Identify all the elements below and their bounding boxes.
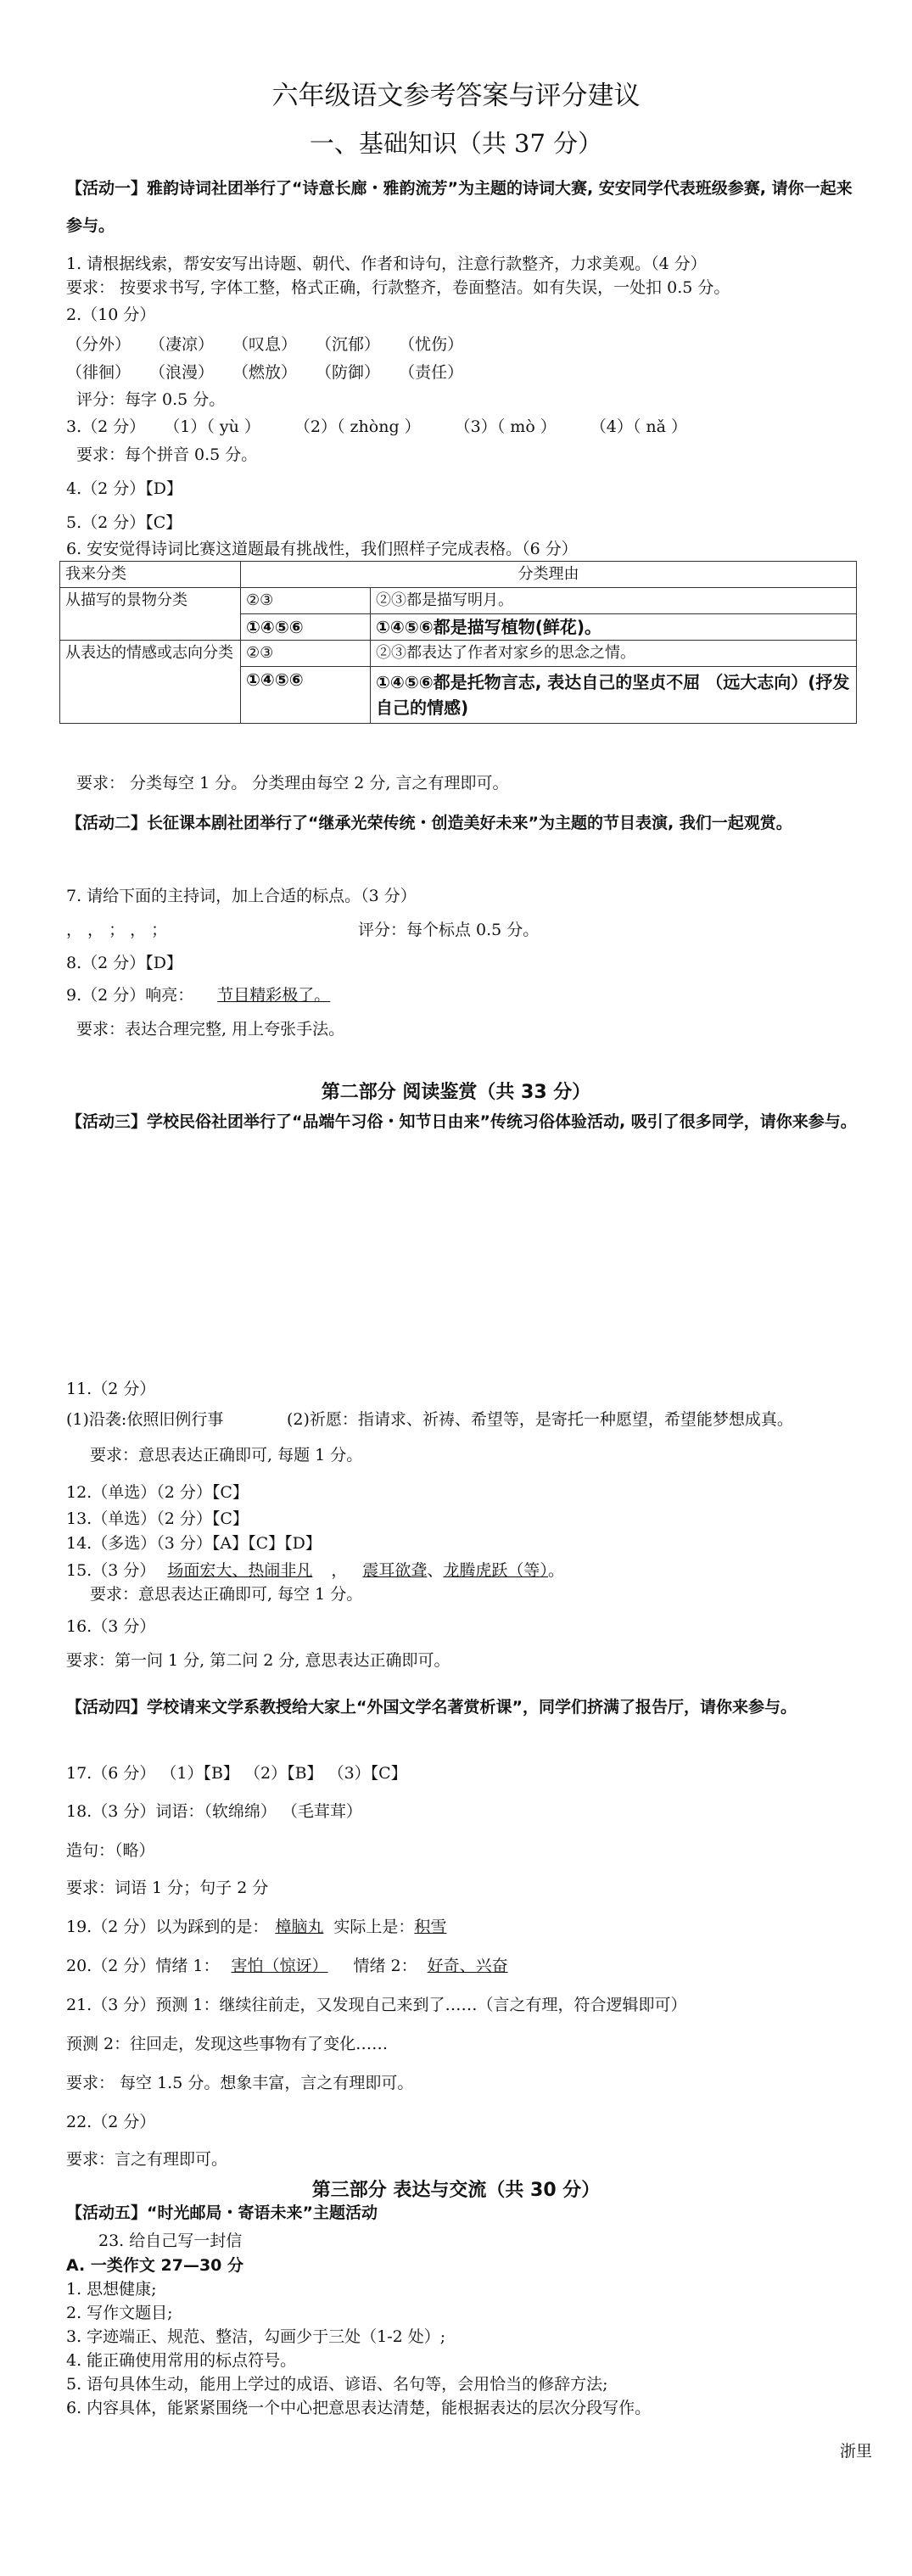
q14-answer: 14.（多选）（3 分）【A】【C】【D】 (66, 1534, 322, 1553)
q16-requirement: 要求：第一问 1 分, 第二问 2 分, 意思表达正确即可。 (66, 1651, 450, 1670)
list-item: 3. 字迹端正、规范、整洁，勾画少于三处（1-2 处）; (66, 2327, 446, 2346)
q11-text: 11.（2 分） (66, 1380, 156, 1398)
q19-row: 19.（2 分）以为踩到的是： 樟脑丸 实际上是：积雪 (66, 1918, 447, 1936)
table-cell: ①④⑤⑥都是描写植物(鲜花)。 (371, 614, 857, 641)
activity5-heading: 【活动五】“时光邮局・寄语未来”主题活动 (66, 2204, 378, 2222)
q21-requirement: 要求： 每空 1.5 分。想象丰富，言之有理即可。 (66, 2074, 414, 2092)
q7-marks: ， ， ； ， ； (66, 921, 168, 939)
q13-answer: 13.（单选）（2 分）【C】 (66, 1509, 249, 1528)
table-group-scenery: 从描写的景物分类 (60, 588, 241, 641)
page-title: 六年级语文参考答案与评分建议 (271, 81, 641, 111)
table-cell: ②③ (241, 588, 371, 614)
list-item: 2. 写作文题目; (66, 2304, 173, 2322)
q12-answer: 12.（单选）（2 分）【C】 (66, 1483, 249, 1502)
q20-row: 20.（2 分）情绪 1： 害怕（惊讶） 情绪 2： 好奇、兴奋 (66, 1957, 508, 1975)
table-header-category: 我来分类 (60, 562, 241, 588)
table-group-emotion: 从表达的情感或志向分类 (60, 641, 241, 724)
table-cell: ②③都表达了作者对家乡的思念之情。 (371, 641, 857, 667)
q11-requirement: 要求：意思表达正确即可, 每题 1 分。 (90, 1446, 363, 1464)
q3-requirement: 要求：每个拼音 0.5 分。 (76, 445, 258, 464)
q15-requirement: 要求：意思表达正确即可, 每空 1 分。 (90, 1585, 363, 1604)
activity1-heading: 【活动一】雅韵诗词社团举行了“诗意长廊・雅韵流芳”为主题的诗词大赛, 安安同学代表班级参赛, 请你一起来参与。 (66, 179, 853, 235)
table-cell: ②③ (241, 641, 371, 667)
essay-grade-title: A. 一类作文 27—30 分 (66, 2256, 244, 2275)
q1-text: 1. 请根据线索，帮安安写出诗题、朝代、作者和诗句，注意行款整齐，力求美观。（4 分） (66, 255, 707, 273)
table-header-reason: 分类理由 (241, 562, 857, 588)
part1-heading: 一、基础知识（共 37 分） (309, 129, 603, 158)
footer-mark: 浙里 (840, 2442, 873, 2461)
list-item: 4. 能正确使用常用的标点符号。 (66, 2351, 297, 2370)
q2-answers-row1: （分外） （凄凉） （叹息） （沉郁） （忧伤） (66, 335, 464, 354)
q7-score: 评分：每个标点 0.5 分。 (358, 921, 540, 939)
classification-table (59, 561, 857, 724)
part2-heading: 第二部分 阅读鉴赏（共 33 分） (321, 1082, 591, 1103)
q18-text: 18.（3 分）词语：（软绵绵） （毛茸茸） (66, 1802, 362, 1821)
q2-answers-row2: （徘徊） （浪漫） （燃放） （防御） （责任） (66, 363, 464, 382)
q23-text: 23. 给自己写一封信 (98, 2232, 243, 2250)
q18-sentence: 造句：（略） (66, 1841, 155, 1860)
q11-answer2: (2)祈愿：指请求、祈祷、希望等，是寄托一种愿望，希望能梦想成真。 (287, 1410, 793, 1429)
q22-text: 22.（2 分） (66, 2113, 156, 2131)
q4-answer: 4.（2 分）【D】 (66, 479, 182, 498)
q2-score: 评分：每字 0.5 分。 (76, 390, 226, 409)
q21-text: 21.（3 分）预测 1：继续往前走，又发现自己来到了……（言之有理，符合逻辑即可） (66, 1996, 687, 2014)
table-cell: ①④⑤⑥ (241, 614, 371, 641)
q16-text: 16.（3 分） (66, 1617, 156, 1636)
list-item: 5. 语句具体生动，能用上学过的成语、谚语、名句等，会用恰当的修辞方法; (66, 2375, 608, 2394)
q9-answer: 节目精彩极了。 (217, 986, 331, 1005)
table-cell: ②③都是描写明月。 (371, 588, 857, 614)
q9-row: 9.（2 分）响亮： 节目精彩极了。 (66, 986, 331, 1005)
q5-answer: 5.（2 分）【C】 (66, 513, 182, 532)
q17-answer: 17.（6 分） （1）【B】 （2）【B】 （3）【C】 (66, 1764, 407, 1783)
q8-answer: 8.（2 分）【D】 (66, 954, 182, 972)
list-item: 6. 内容具体，能紧紧围绕一个中心把意思表达清楚，能根据表达的层次分段写作。 (66, 2399, 652, 2417)
q11-answer1: (1)沿袭:依照旧例行事 (66, 1410, 224, 1429)
part3-heading: 第三部分 表达与交流（共 30 分） (311, 2180, 601, 2201)
q18-requirement: 要求：词语 1 分；句子 2 分 (66, 1879, 269, 1897)
q6-requirement: 要求： 分类每空 1 分。 分类理由每空 2 分, 言之有理即可。 (76, 774, 509, 792)
list-item: 1. 思想健康; (66, 2280, 157, 2299)
q15-row: 15.（3 分） 场面宏大、热闹非凡 ， 震耳欲聋、龙腾虎跃（等）。 (66, 1561, 564, 1580)
q2-text: 2.（10 分） (66, 305, 156, 324)
q21-prediction2: 预测 2：往回走，发现这些事物有了变化…… (66, 2035, 389, 2053)
activity3-heading: 【活动三】学校民俗社团举行了“品端午习俗・知节日由来”传统习俗体验活动, 吸引了很多同学，请你来参与。 (66, 1112, 857, 1131)
q22-requirement: 要求：言之有理即可。 (66, 2150, 228, 2169)
table-cell: ①④⑤⑥都是托物言志, 表达自己的坚贞不屈 （远大志向）(抒发自己的情感) (371, 667, 857, 724)
q6-text: 6. 安安觉得诗词比赛这道题最有挑战性，我们照样子完成表格。（6 分） (66, 540, 578, 558)
activity4-heading: 【活动四】学校请来文学系教授给大家上“外国文学名著赏析课”，同学们挤满了报告厅，请你来参与。 (66, 1698, 797, 1716)
table-cell: ①④⑤⑥ (241, 667, 371, 724)
q7-text: 7. 请给下面的主持词，加上合适的标点。（3 分） (66, 887, 417, 905)
q3-row: 3.（2 分） （1）（ yù ） （2）（ zhòng ） （3）（ mò ） （4）（ nǎ ） (66, 417, 688, 436)
q1-requirement: 要求： 按要求书写, 字体工整，格式正确，行款整齐，卷面整洁。如有失误，一处扣 0.5 分。 (66, 278, 730, 297)
activity2-heading: 【活动二】长征课本剧社团举行了“继承光荣传统・创造美好未来”为主题的节目表演, 我们一起观赏。 (66, 814, 792, 832)
q9-requirement: 要求：表达合理完整, 用上夸张手法。 (76, 1020, 345, 1039)
